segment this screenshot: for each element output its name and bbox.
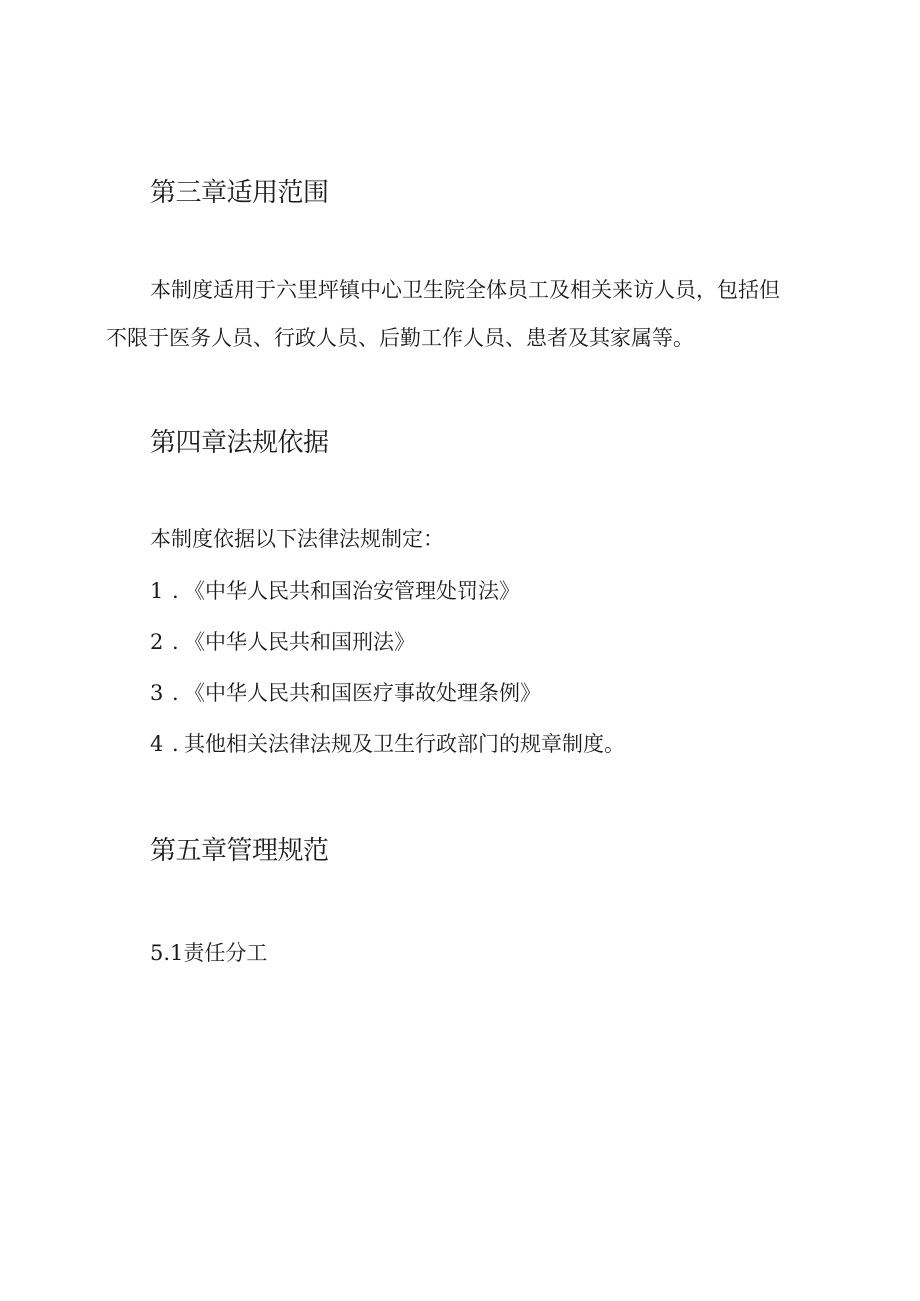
chapter-3-paragraph-line-2: 不限于医务人员、行政人员、后勤工作人员、患者及其家属等。 xyxy=(106,326,694,350)
chapter-3-heading: 第三章适用范围 xyxy=(150,178,329,208)
chapter-4-heading: 第四章法规依据 xyxy=(150,428,329,458)
list-item-number: 3 xyxy=(150,681,164,705)
list-item xyxy=(150,679,541,707)
list-item xyxy=(150,577,520,605)
list-item-separator: . xyxy=(172,681,179,705)
chapter-4-intro: 本制度依据以下法律法规制定： xyxy=(150,527,444,551)
list-item-text: 其他相关法律法规及卫生行政部门的规章制度。 xyxy=(184,732,625,756)
list-item-separator: . xyxy=(172,732,179,756)
list-item-number: 4 xyxy=(150,732,164,756)
section-5-1-heading: 5.1责任分工 xyxy=(150,941,268,965)
list-item-separator: . xyxy=(172,630,179,654)
list-item-number: 2 xyxy=(150,630,164,654)
list-item xyxy=(150,730,625,758)
chapter-5-heading: 第五章管理规范 xyxy=(150,836,329,866)
list-item-text: 《中华人民共和国治安管理处罚法》 xyxy=(184,579,520,603)
list-item-number: 1 xyxy=(150,579,164,603)
list-item-text: 《中华人民共和国刑法》 xyxy=(184,630,415,654)
list-item xyxy=(150,628,415,656)
list-item-text: 《中华人民共和国医疗事故处理条例》 xyxy=(184,681,541,705)
list-item-separator: . xyxy=(172,579,179,603)
chapter-3-paragraph-line-1: 本制度适用于六里坪镇中心卫生院全体员工及相关来访人员，包括但 xyxy=(150,278,780,302)
